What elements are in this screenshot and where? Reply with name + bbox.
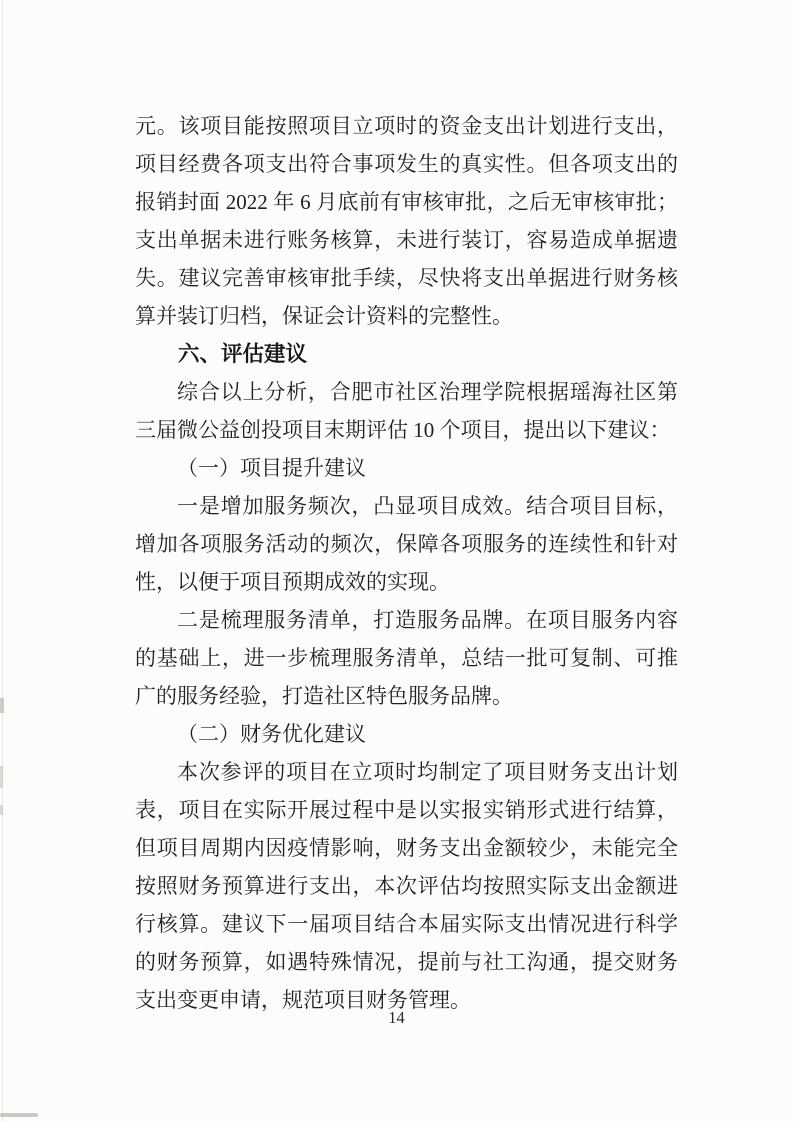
paragraph-suggestion-two: 二是梳理服务清单，打造服务品牌。在项目服务内容的基础上，进一步梳理服务清单，总结一批可复制、可推广的服务经验，打造社区特色服务品牌。 [135, 608, 678, 708]
paragraph-summary: 综合以上分析，合肥市社区治理学院根据瑶海社区第三届微公益创投项目末期评估 10 个项目，提出以下建议： [135, 380, 678, 442]
paragraph-continuation: 元。该项目能按照项目立项时的资金支出计划进行支出，项目经费各项支出符合事项发生的真实性。但各项支出的报销封面 2022 年 6 月底前有审核审批，之后无审核审批；支出单据未进行账务核算，未进行装订，容易造成单据遗失。建议完善审核审批手续，尽快将支出单据进行财务核算并装订归档，保证会计资料的完整性。 [135, 114, 678, 328]
scan-smudge-artifact [0, 1113, 38, 1117]
subsection-heading-finance-optimization: （二）财务优化建议 [177, 722, 366, 746]
scan-mark-artifact [0, 698, 4, 713]
subsection-heading-project-improvement: （一）项目提升建议 [177, 456, 366, 480]
document-body [135, 107, 678, 1019]
scan-edge-artifact [2, 0, 3, 1121]
scan-mark-artifact [0, 766, 3, 788]
section-heading-evaluation-suggestions: 六、评估建议 [178, 342, 308, 366]
paragraph-suggestion-one: 一是增加服务频次，凸显项目成效。结合项目目标，增加各项服务活动的频次，保障各项服务的连续性和针对性，以便于项目预期成效的实现。 [135, 494, 678, 594]
paragraph-finance-suggestion: 本次参评的项目在立项时均制定了项目财务支出计划表，项目在实际开展过程中是以实报实销形式进行结算，但项目周期内因疫情影响，财务支出金额较少，未能完全按照财务预算进行支出，本次评估均按照实际支出金额进行核算。建议下一届项目结合本届实际支出情况进行科学的财务预算，如遇特殊情况，提前与社工沟通，提交财务支出变更申请，规范项目财务管理。 [135, 760, 678, 1012]
scan-mark-artifact [0, 805, 3, 815]
page-number: 14 [388, 1008, 405, 1027]
